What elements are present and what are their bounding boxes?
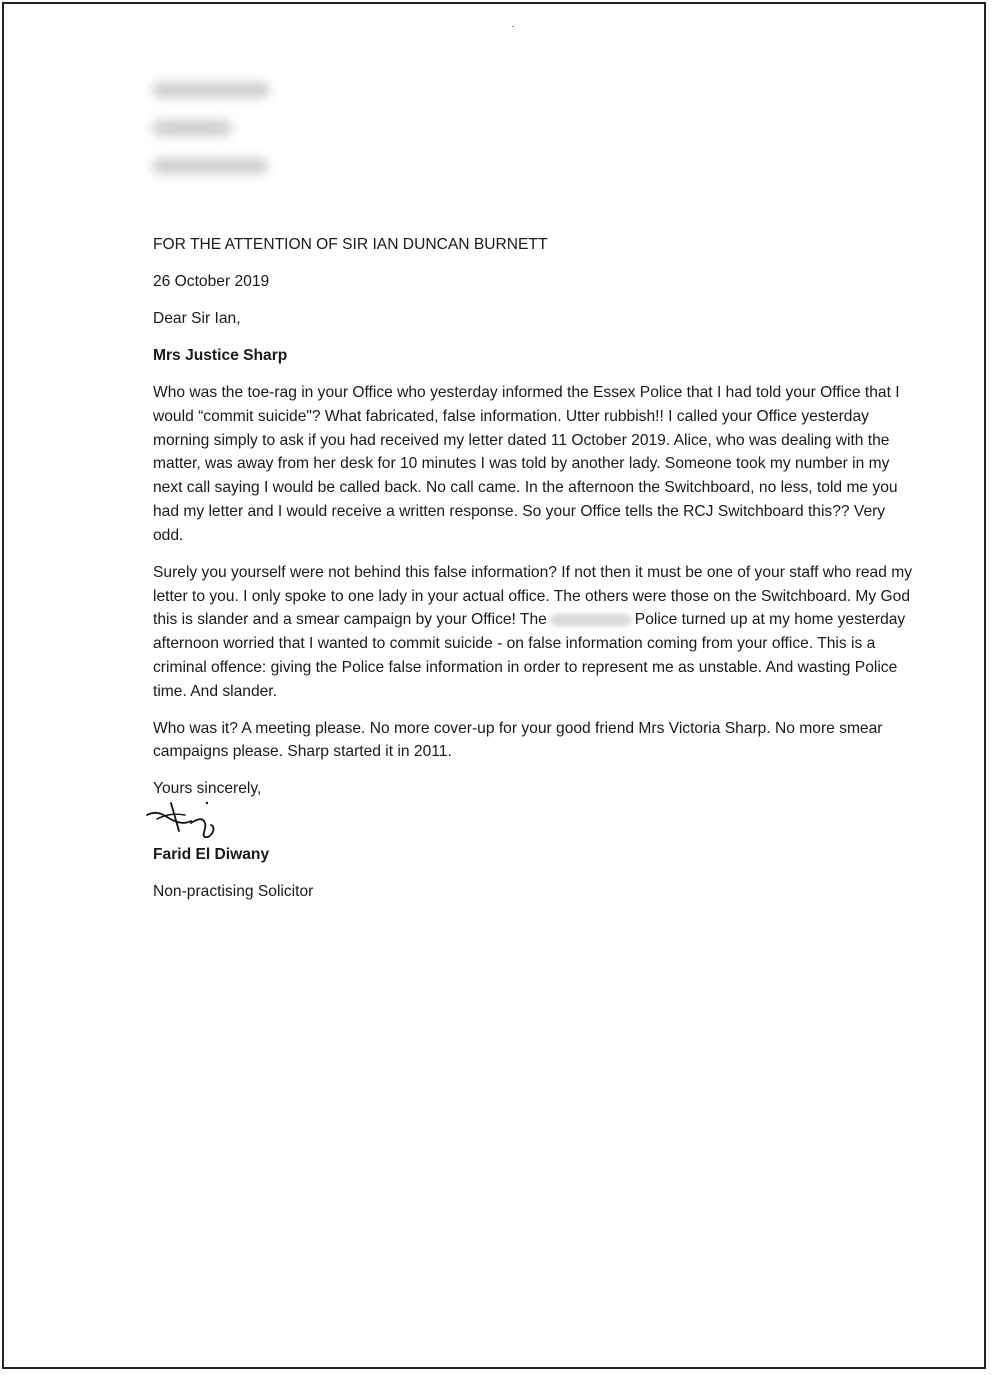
letter-page	[2, 2, 986, 1369]
paragraph-2	[153, 561, 913, 704]
closing: Yours sincerely,	[153, 780, 262, 798]
redacted-place-name	[550, 614, 632, 626]
signer-title: Non-practising Solicitor	[153, 883, 314, 901]
handwritten-signature	[145, 797, 913, 843]
paragraph-2-start: Surely you yourself were not behind this false information? If not then it must be one of your staff who read my letter to you. I only spoke to one lady in your actual office. The others were those on the Switchboard. My God this is slander and a smear campaign by your Office! The	[153, 563, 913, 629]
redacted-address-line	[152, 120, 232, 136]
letter-date: 26 October 2019	[153, 272, 270, 290]
paragraph-2-end: Police turned up at my home yesterday afternoon worried that I wanted to commit suicide - on false information coming from your office. This is a criminal offence: giving the Police false information in order to represent me as unstable. And wasting Police time. And slander.	[153, 611, 906, 700]
paragraph-1: Who was the toe-rag in your Office who yesterday informed the Essex Police that I had told your Office that I would “commit suicide"? What fabricated, false information. Utter rubbish!! I called your Office yesterday morning simply to ask if you had received my letter dated 11 October 2019. Alice, who was dealing with the matter, was away from her desk for 10 minutes I was told by another lady. Someone took my number in my next call saying I would be called back. No call came. In the afternoon the Switchboard, no less, told me you had my letter and I would receive a written response. So your Office tells the RCJ Switchboard this?? Very odd.	[153, 383, 900, 544]
scan-speck	[512, 26, 514, 27]
subject-heading: Mrs Justice Sharp	[153, 346, 288, 364]
paragraph-3: Who was it? A meeting please. No more cover-up for your good friend Mrs Victoria Sharp. No more smear campaigns please. Sharp started it in 2011.	[153, 719, 883, 761]
signer-name: Farid El Diwany	[153, 846, 270, 864]
redacted-address-line	[152, 158, 268, 174]
salutation: Dear Sir Ian,	[153, 309, 241, 327]
redacted-address-block	[152, 82, 270, 196]
redacted-address-line	[152, 82, 270, 98]
letter-body	[153, 233, 913, 917]
attention-line: FOR THE ATTENTION OF SIR IAN DUNCAN BURNETT	[153, 236, 548, 253]
